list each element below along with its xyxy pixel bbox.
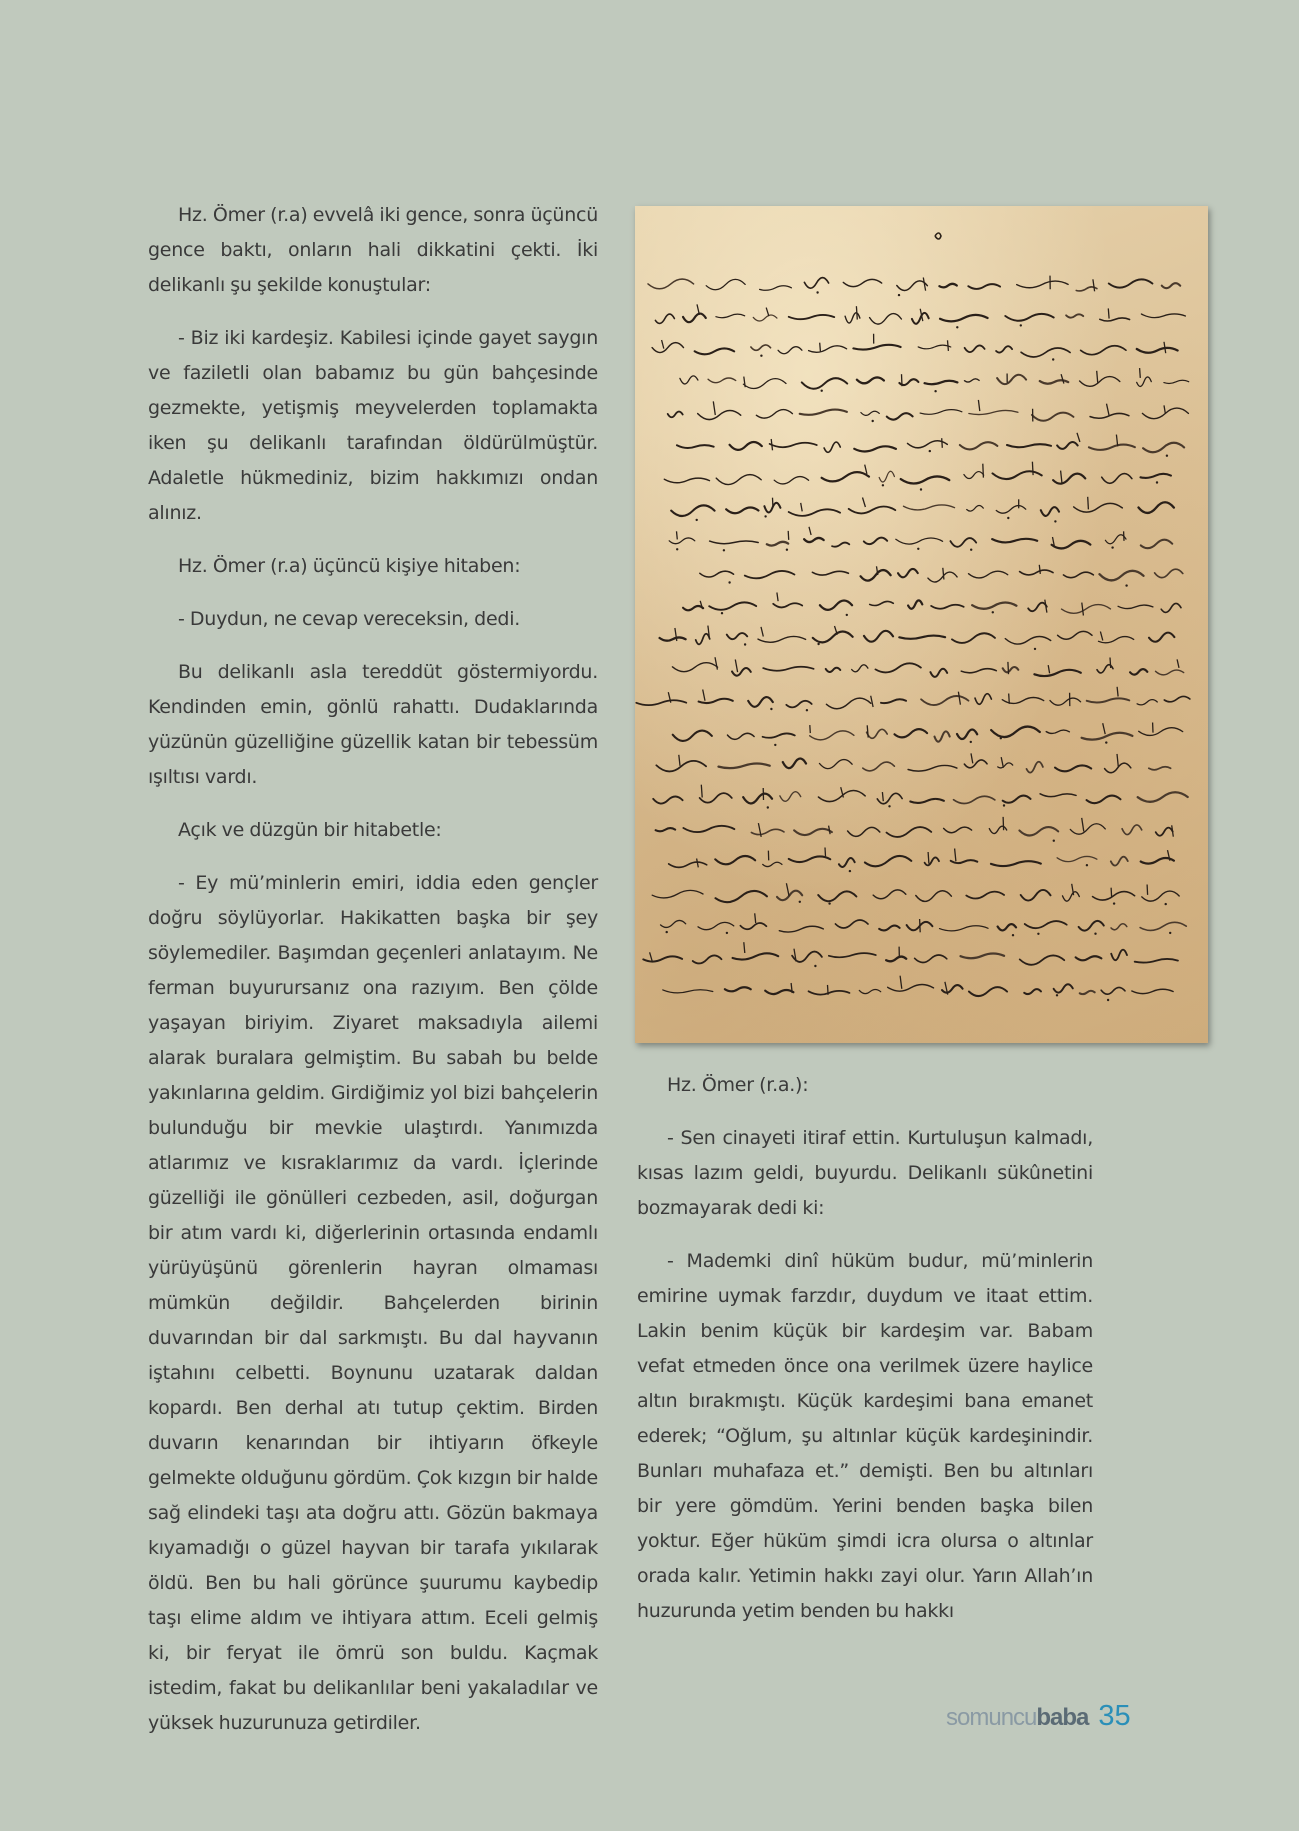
magazine-logo-bold: baba xyxy=(1036,1704,1089,1731)
manuscript-handwriting-illustration xyxy=(635,206,1208,1043)
handwriting-line xyxy=(669,527,1172,552)
handwriting-line xyxy=(656,817,1174,842)
handwriting-line xyxy=(700,565,1183,587)
paragraph: Bu delikanlı asla tereddüt göstermiyordu. Kendinden emin, gönlü rahattı. Dudaklarında yüzünün güzelliğine güzellik katan bir tebessüm ışıltısı vardı. xyxy=(148,661,598,788)
handwriting-line xyxy=(652,334,1178,361)
paragraph: - Biz iki kardeşiz. Kabilesi içinde gayet saygın ve faziletli olan babamız bu gün bahçesinde gezmekte, yetişmiş meyvelerden toplamakta iken şu delikanlı tarafından öldürülmüştür. Adaletle hükmediniz, bizim hakkımızı ondan alınız. xyxy=(148,327,598,524)
handwriting-line xyxy=(653,785,1187,809)
handwriting-line xyxy=(680,368,1189,392)
paragraph: - Duydun, ne cevap vereceksin, dedi. xyxy=(178,608,521,630)
manuscript-image xyxy=(635,206,1208,1043)
page-number: 35 xyxy=(1098,1700,1131,1732)
right-text-column xyxy=(637,1068,1093,1629)
paragraph: Hz. Ömer (r.a) üçüncü kişiye hitaben: xyxy=(178,555,521,577)
handwriting-line xyxy=(643,942,1178,967)
magazine-logo-light: somuncu xyxy=(946,1704,1037,1731)
paragraph: Açık ve düzgün bir hitabetle: xyxy=(178,819,442,841)
handwriting-line xyxy=(664,462,1171,491)
handwriting-line xyxy=(660,626,1175,651)
handwriting-line xyxy=(672,657,1183,677)
handwriting-line xyxy=(656,753,1170,772)
paragraph: Hz. Ömer (r.a) evvelâ iki gence, sonra üçüncü gence baktı, onların hali dikkatini çekti. İki delikanlı şu şekilde konuştular: xyxy=(148,204,598,296)
page-footer xyxy=(946,1700,1131,1733)
paragraph: Hz. Ömer (r.a.): xyxy=(667,1074,809,1096)
handwriting-line xyxy=(661,913,1187,936)
handwriting-line xyxy=(636,687,1190,712)
handwriting-line xyxy=(648,276,1180,297)
handwriting-line xyxy=(668,400,1189,422)
handwriting-line xyxy=(669,848,1174,873)
handwriting-line xyxy=(673,723,1183,747)
handwriting-line xyxy=(683,593,1181,617)
handwriting-line xyxy=(655,304,1185,328)
handwriting-line xyxy=(671,497,1174,523)
paragraph: - Mademki dinî hüküm budur, mü’minlerin emirine uymak farzdır, duydum ve itaat ettim. Lakin benim küçük bir kardeşim var. Babam vefat etmeden önce ona verilmek üzere haylice altın bırakmıştı. Küçük kardeşimi bana emanet ederek; “Oğlum, şu altınlar küçük kardeşinindir. Bunları muhafaza et.” demişti. Ben bu altınları bir yere gömdüm. Yerini benden başka bilen yoktur. Eğer hüküm şimdi icra olursa o altınlar orada kalır. Yetimin hakkı zayi olur. Yarın Allah’ın huzurunda yetim benden bu hakkı xyxy=(637,1250,1093,1622)
handwriting-line xyxy=(677,433,1184,457)
paragraph: - Ey mü’minlerin emiri, iddia eden gençler doğru söylüyorlar. Hakikatten başka bir şey söylemediler. Başımdan geçenleri anlatayım. Ne ferman buyurursanız ona razıyım. Ben çölde yaşayan biriyim. Ziyaret maksadıyla ailemi alarak buralara gelmiştim. Bu sabah bu belde yakınlarına geldim. Girdiğimiz yol bizi bahçelerin bulunduğu bir mevkie ulaştırdı. Yanımızda atlarımız ve kısraklarımız da vardı. İçlerinde güzelliği ile gönülleri cezbeden, asil, doğurgan bir atım vardı ki, diğerlerinin ortasında endamlı yürüyüşünü görenlerin hayran olmaması mümkün değildir. Bahçelerden birinin duvarından bir dal sarkmıştı. Bu dal hayvanın iştahını celbetti. Boynunu uzatarak daldan kopardı. Ben derhal atı tutup çektim. Birden duvarın kenarından bir ihtiyarın öfkeyle gelmekte olduğunu gördüm. Çok kızgın bir halde sağ elindeki taşı ata doğru attı. Gözün bakmaya kıyamadığı o güzel hayvan bir tarafa yıkılarak öldü. Ben bu hali görünce şuurumu kaybedip taşı elime aldım ve ihtiyara attım. Eceli gelmiş ki, bir feryat ile ömrü son buldu. Kaçmak istedim, fakat bu delikanlılar beni yakaladılar ve yüksek huzurunuza getirdiler. xyxy=(148,872,598,1734)
handwriting-line xyxy=(663,976,1173,1002)
paragraph: - Sen cinayeti itiraf ettin. Kurtuluşun kalmadı, kısas lazım geldi, buyurdu. Delikanlı sükûnetini bozmayarak dedi ki: xyxy=(637,1127,1093,1219)
left-text-column xyxy=(148,198,598,1759)
handwriting-line xyxy=(652,883,1179,905)
